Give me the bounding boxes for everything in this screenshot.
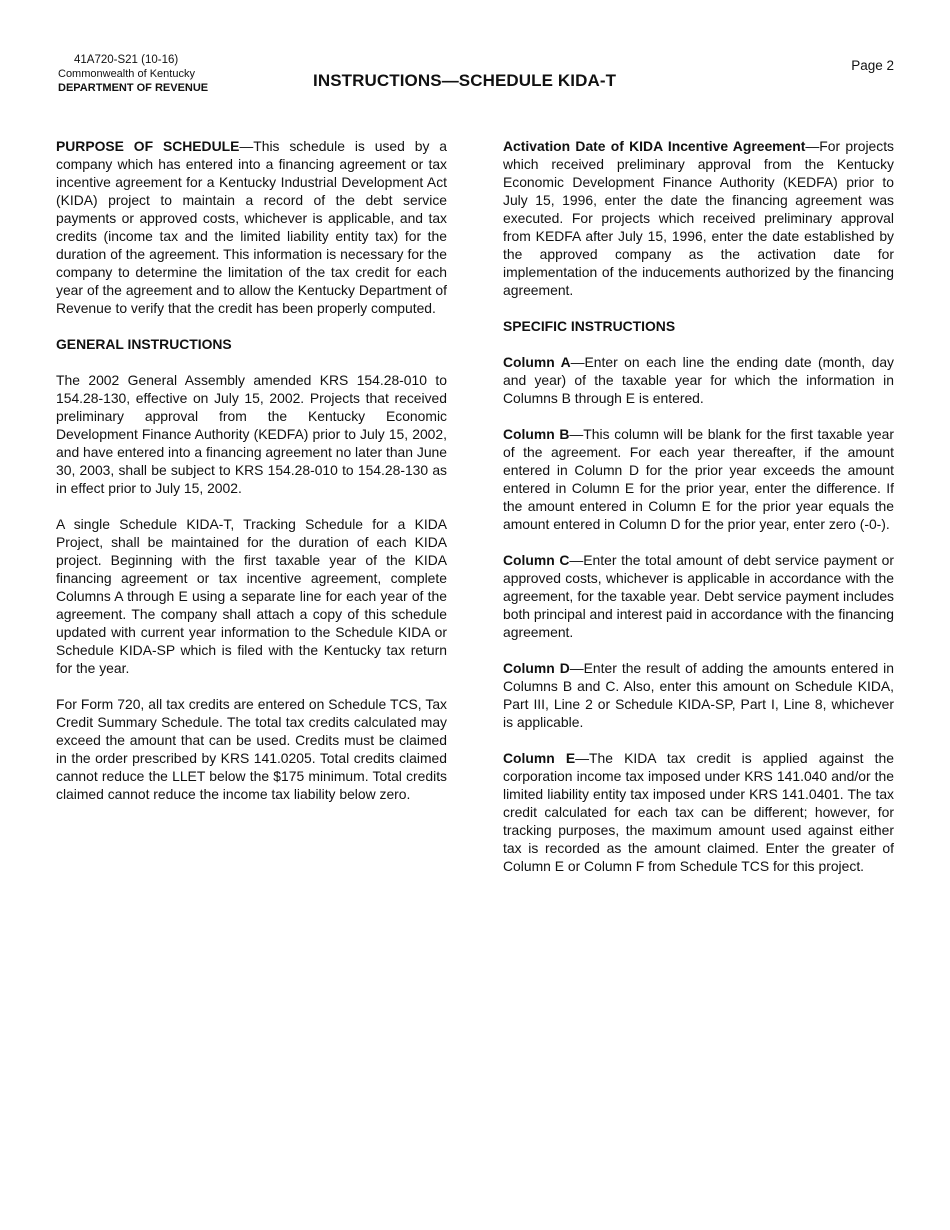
column-c-label: Column C xyxy=(503,552,570,568)
column-b-paragraph xyxy=(503,425,894,533)
column-c-paragraph xyxy=(503,551,894,641)
column-b-text: —This column will be blank for the first taxable year of the agreement. For each year thereafter, if the amount entered in Column D for the prior year exceeds the amount entered in Column E for the prior year, enter the difference. If the amount entered in Column E for the prior year equals the amount entered in Column D for the prior year, enter zero (-0-). xyxy=(503,426,894,532)
specific-instructions-heading: SPECIFIC INSTRUCTIONS xyxy=(503,318,676,334)
column-d-label: Column D xyxy=(503,660,570,676)
general-paragraph-1: The 2002 General Assembly amended KRS 154.28-010 to 154.28-130, effective on July 15, 2002. Projects that received preliminary approval from the Kentucky Economic Development Finance Authority (KEDFA) prior to July 15, 2002, and have entered into a financing agreement no later than June 30, 2003, shall be subject to KRS 154.28-010 to 154.28-130 as in effect prior to July 15, 2002. xyxy=(56,372,447,496)
form-id: 41A720-S21 (10-16) xyxy=(74,54,179,66)
column-c-text: —Enter the total amount of debt service payment or approved costs, whichever is applicable in accordance with the agreement, for the taxable year. Debt service payment includes both principal and interest paid in accordance with the financing agreement. xyxy=(503,552,895,640)
activation-text: —For projects which received preliminary approval from the Kentucky Economic Development Finance Authority (KEDFA) prior to July 15, 1996, enter the date the financing agreement was executed. For projects which received preliminary approval from KEDFA after July 15, 1996, enter the date established by the approved company as the activation date for implementation of the inducements authorized by the financing agreement. xyxy=(503,138,894,298)
state-name: Commonwealth of Kentucky xyxy=(58,68,195,80)
column-e-paragraph xyxy=(503,749,894,875)
department-name: DEPARTMENT OF REVENUE xyxy=(58,82,209,94)
column-a-label: Column A xyxy=(503,354,571,370)
purpose-paragraph xyxy=(56,137,447,317)
page-number: Page 2 xyxy=(851,58,894,73)
right-column xyxy=(503,137,894,893)
column-e-label: Column E xyxy=(503,750,576,766)
general-instructions-heading: GENERAL INSTRUCTIONS xyxy=(56,336,232,352)
activation-heading: Activation Date of KIDA Incentive Agreement xyxy=(503,138,806,154)
column-a-paragraph xyxy=(503,353,894,407)
column-d-paragraph xyxy=(503,659,894,731)
column-b-label: Column B xyxy=(503,426,570,442)
column-e-text: —The KIDA tax credit is applied against the corporation income tax imposed under KRS 141.040 and/or the limited liability entity tax imposed under KRS 141.0401. The tax credit calculated for each tax can be different; however, for tracking purposes, the maximum amount used against either tax is recorded as the amount claimed. Enter the greater of Column E or Column F from Schedule TCS for this project. xyxy=(503,750,894,874)
column-a-text: —Enter on each line the ending date (month, day and year) of the taxable year for which the information in Columns B through E is entered. xyxy=(503,354,894,406)
purpose-text: —This schedule is used by a company which has entered into a financing agreement or tax incentive agreement for a Kentucky Industrial Development Act (KIDA) project to maintain a record of the debt service payments or approved costs, whichever is applicable, and tax credits (income tax and the limited liability entity tax) for the duration of the agreement. This information is necessary for the company to determine the limitation of the tax credit for each year of the agreement and to allow the Kentucky Department of Revenue to verify that the credit has been properly computed. xyxy=(56,138,447,316)
form-header-block xyxy=(58,53,208,95)
column-d-text: —Enter the result of adding the amounts entered in Columns B and C. Also, enter this amount on Schedule KIDA, Part III, Line 2 or Schedule KIDA-SP, Part I, Line 8, whichever is applicable. xyxy=(503,660,894,730)
activation-paragraph xyxy=(503,137,894,299)
general-paragraph-3: For Form 720, all tax credits are entered on Schedule TCS, Tax Credit Summary Schedule. The total tax credits calculated may exceed the amount that can be used. Credits must be claimed in the order prescribed by KRS 141.0205. Total credits claimed cannot reduce the LLET below the $175 minimum. Total credits claimed cannot reduce the income tax liability below zero. xyxy=(56,696,447,802)
page-title: INSTRUCTIONS—SCHEDULE KIDA-T xyxy=(313,71,617,90)
left-column xyxy=(56,137,447,821)
general-paragraph-2: A single Schedule KIDA-T, Tracking Schedule for a KIDA Project, shall be maintained for the duration of each KIDA project. Beginning with the first taxable year of the KIDA financing agreement or tax incentive agreement, complete Columns A through E using a separate line for each year of the agreement. The company shall attach a copy of this schedule updated with current year information to the Schedule KIDA or Schedule KIDA-SP which is filed with the Kentucky tax return for the year. xyxy=(56,516,447,676)
purpose-heading: PURPOSE OF SCHEDULE xyxy=(56,138,240,154)
